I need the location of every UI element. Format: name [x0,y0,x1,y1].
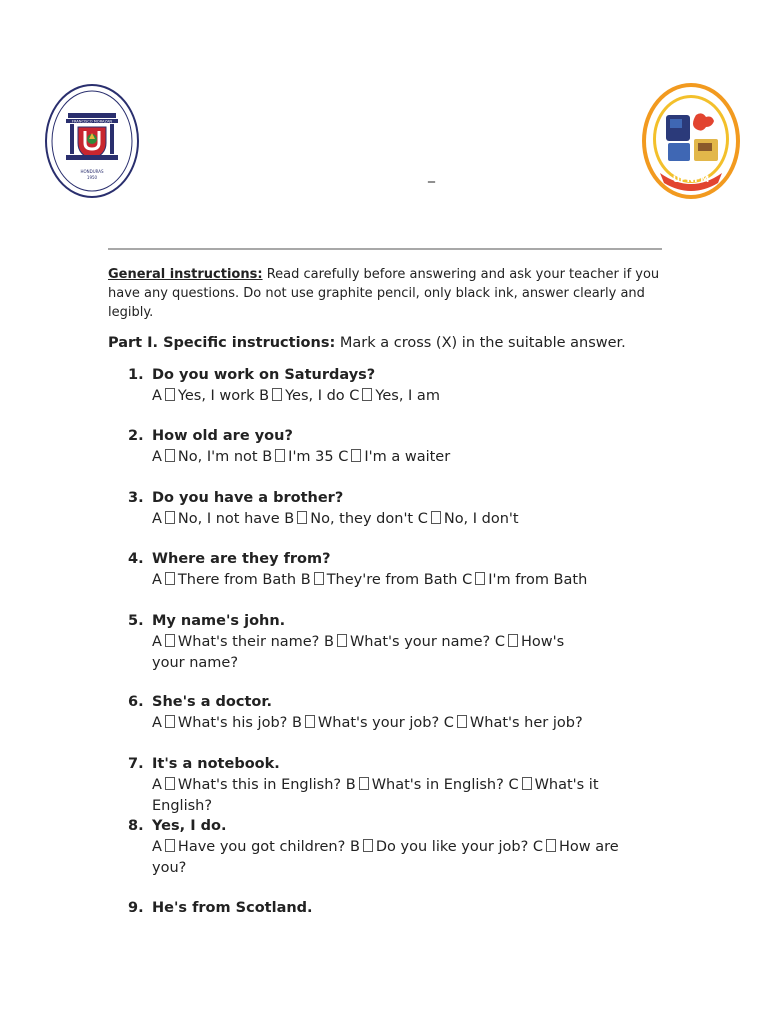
option-text: What's in English? [371,777,509,793]
general-instructions-label: General instructions: [108,267,263,282]
question-number: 9. [128,900,144,916]
question-stem: She's a doctor. [152,694,272,710]
question-stem: How old are you? [152,428,293,444]
general-instructions-text: Read carefully before answering and ask your teacher if you have any questions. Do not use graphite pencil, only black ink, answer clearly and legibly. [108,267,660,320]
header-divider [108,248,662,250]
option-letter: A [152,715,162,731]
option-text: I'm from Bath [488,572,588,588]
answer-checkbox[interactable] [359,777,369,790]
option-letter: B [284,511,295,527]
answer-checkbox[interactable] [363,839,373,852]
option-text: I'm 35 [288,449,339,465]
answer-checkbox[interactable] [165,511,175,524]
option-text: No, I'm not [177,449,263,465]
option-letter: B [324,634,334,650]
option-text: What's this in English? [177,777,346,793]
option-letter: B [262,449,273,465]
option-text: Yes, I am [375,388,440,404]
answer-checkbox[interactable] [297,511,307,524]
answer-checkbox[interactable] [351,449,361,462]
option-letter: C [532,839,544,855]
part-one-label: Part I. Specific instructions: [108,335,336,351]
answer-checkbox[interactable] [165,449,175,462]
answer-options [152,713,632,734]
option-text: What's it English? [152,777,599,814]
question-stem: He's from Scotland. [152,900,313,916]
question-number: 1. [128,367,144,383]
option-letter: A [152,449,162,465]
option-letter: A [152,777,162,793]
option-text: How are you? [152,839,619,876]
question-stem: My name's john. [152,613,286,629]
option-text: Yes, I do [285,388,350,404]
option-text: What's their name? [177,634,324,650]
option-letter: C [508,777,519,793]
answer-options [152,386,632,407]
general-instructions [108,265,664,322]
question-number: 7. [128,756,144,772]
answer-options [152,509,632,530]
option-letter: C [443,715,454,731]
option-letter: C [417,511,428,527]
question-stem: Do you have a brother? [152,490,344,506]
question-number: 8. [128,818,144,834]
svg-text:HONDURAS: HONDURAS [80,169,104,174]
answer-options [152,447,632,468]
upnfm-seal-logo [640,81,742,202]
option-letter: B [259,388,270,404]
part-one-instructions [108,333,668,353]
option-text: No, I not have [177,511,285,527]
question-number: 5. [128,613,144,629]
answer-checkbox[interactable] [337,634,347,647]
answer-options [152,570,632,591]
answer-checkbox[interactable] [522,777,532,790]
option-letter: C [338,449,349,465]
question-number: 4. [128,551,144,567]
option-text: What's your job? [317,715,444,731]
answer-checkbox[interactable] [314,572,324,585]
question-stem: Where are they from? [152,551,331,567]
answer-checkbox[interactable] [165,715,175,728]
option-text: There from Bath [177,572,301,588]
answer-checkbox[interactable] [165,634,175,647]
answer-checkbox[interactable] [431,511,441,524]
option-text: No, I don't [443,511,519,527]
part-one-text: Mark a cross (X) in the suitable answer. [335,335,626,351]
upnfm-seal-icon [640,81,742,202]
answer-checkbox[interactable] [275,449,285,462]
option-text: Have you got children? [177,839,350,855]
question-number: 3. [128,490,144,506]
question-stem: Do you work on Saturdays? [152,367,376,383]
option-letter: B [291,715,302,731]
answer-checkbox[interactable] [165,388,175,401]
option-text: They're from Bath [326,572,463,588]
answer-checkbox[interactable] [508,634,518,647]
answer-checkbox[interactable] [362,388,372,401]
header-placeholder-line: _ [428,167,435,183]
answer-checkbox[interactable] [272,388,282,401]
answer-checkbox[interactable] [165,777,175,790]
answer-checkbox[interactable] [457,715,467,728]
option-letter: B [345,777,356,793]
option-text: No, they don't [310,511,418,527]
option-text: What's your name? [349,634,495,650]
university-crest-icon [44,83,140,199]
answer-checkbox[interactable] [165,572,175,585]
answer-options [152,775,632,817]
option-letter: A [152,388,162,404]
question-number: 2. [128,428,144,444]
answer-checkbox[interactable] [546,839,556,852]
option-letter: C [349,388,360,404]
svg-text:FRANCISCO MORAZAN: FRANCISCO MORAZAN [71,119,113,124]
option-text: Do you like your job? [375,839,533,855]
answer-options [152,632,592,674]
question-stem: Yes, I do. [152,818,227,834]
option-letter: B [349,839,360,855]
answer-checkbox[interactable] [305,715,315,728]
option-letter: C [462,572,473,588]
option-text: I'm a waiter [364,449,451,465]
question-stem: It's a notebook. [152,756,280,772]
option-text: What's her job? [469,715,583,731]
svg-text:UPNFM: UPNFM [672,175,710,185]
option-text: What's his job? [177,715,292,731]
option-letter: A [152,572,162,588]
option-letter: B [300,572,311,588]
option-letter: A [152,839,162,855]
answer-checkbox[interactable] [475,572,485,585]
question-number: 6. [128,694,144,710]
option-letter: A [152,511,162,527]
answer-checkbox[interactable] [165,839,175,852]
option-text: Yes, I work [177,388,260,404]
option-letter: C [494,634,505,650]
option-letter: A [152,634,162,650]
answer-options [152,837,632,879]
university-crest-logo [44,83,140,199]
svg-text:1950: 1950 [86,175,98,180]
option-text: How's your name? [152,634,565,671]
